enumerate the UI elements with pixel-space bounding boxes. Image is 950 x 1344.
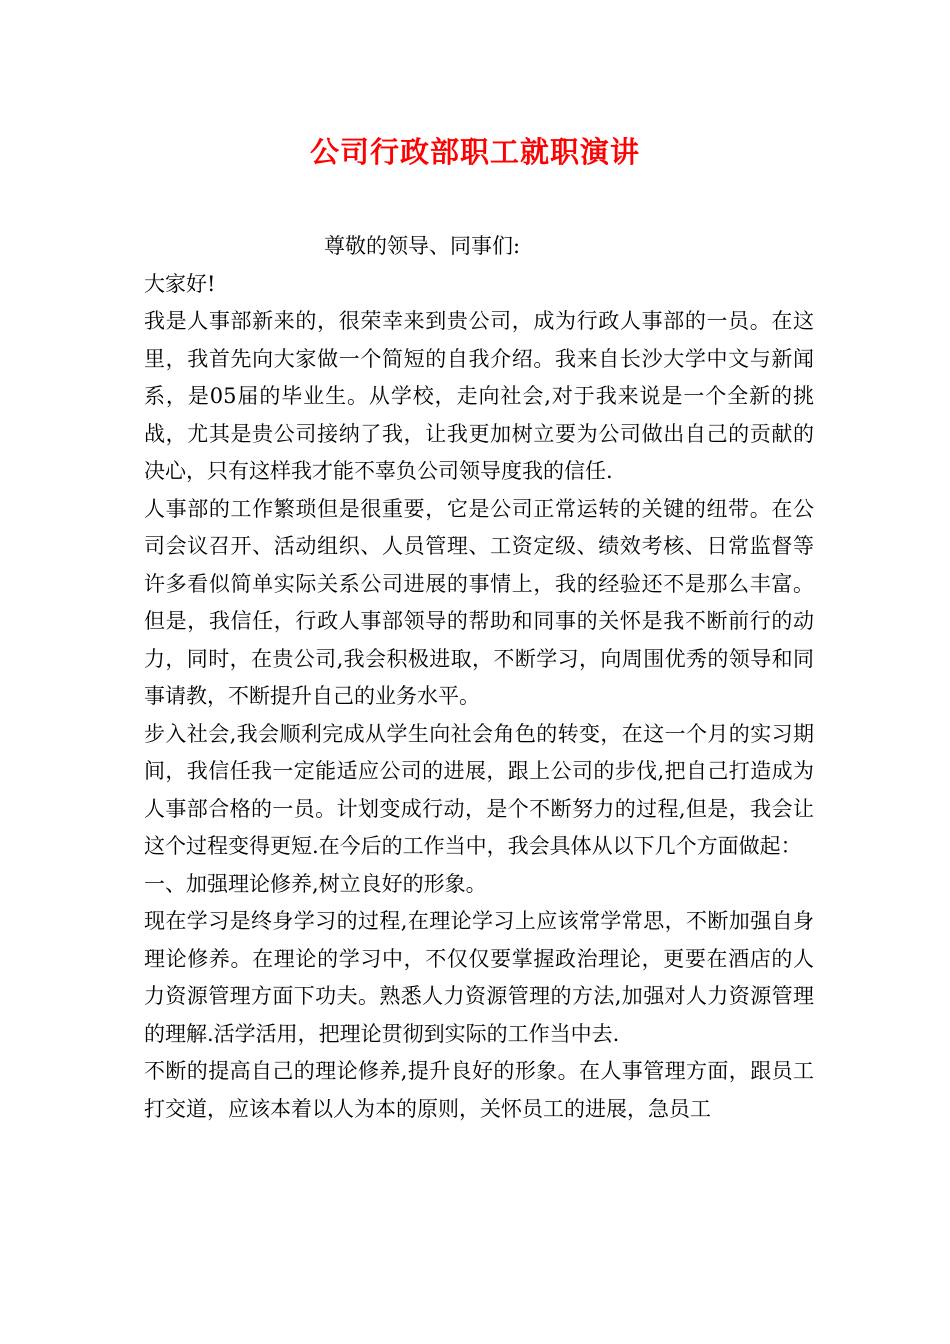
paragraph: 我是人事部新来的，很荣幸来到贵公司，成为行政人事部的一员。在这里，我首先向大家做一个简短的自我介绍。我来自长沙大学中文与新闻系，是05届的毕业生。从学校，走向社会,对于我来说是一个全新的挑战，尤其是贵公司接纳了我，让我更加树立要为公司做出自己的贡献的决心，只有这样我才能不辜负公司领导度我的信任. [144,309,814,483]
greeting: 大家好! [144,271,216,296]
section-heading: 一、加强理论修养,树立良好的形象。 [144,871,487,896]
document-title: 公司行政部职工就职演讲 [309,135,640,169]
salutation: 尊敬的领导、同事们: [324,234,521,258]
paragraph: 不断的提高自己的理论修养,提升良好的形象。在人事管理方面，跟员工打交道，应该本着以人为本的原则，关怀员工的进展，急员工 [144,1059,814,1121]
paragraph: 现在学习是终身学习的过程,在理论学习上应该常学常思，不断加强自身理论修养。在理论的学习中，不仅仅要掌握政治理论，更要在酒店的人力资源管理方面下功夫。熟悉人力资源管理的方法,加强对人力资源管理的理解.活学活用，把理论贯彻到实际的工作当中去. [144,909,814,1046]
paragraph: 人事部的工作繁琐但是很重要，它是公司正常运转的关键的纽带。在公司会议召开、活动组织、人员管理、工资定级、绩效考核、日常监督等许多看似简单实际关系公司进展的事情上，我的经验还不是那么丰富。但是，我信任，行政人事部领导的帮助和同事的关怀是我不断前行的动力，同时，在贵公司,我会积极进取，不断学习，向周围优秀的领导和同事请教，不断提升自己的业务水平。 [144,496,814,708]
document-body [144,228,814,1128]
paragraph: 步入社会,我会顺利完成从学生向社会角色的转变，在这一个月的实习期间，我信任我一定能适应公司的进展，跟上公司的步伐,把自己打造成为人事部合格的一员。计划变成行动，是个不断努力的过程,但是，我会让这个过程变得更短.在今后的工作当中，我会具体从以下几个方面做起： [144,721,814,858]
